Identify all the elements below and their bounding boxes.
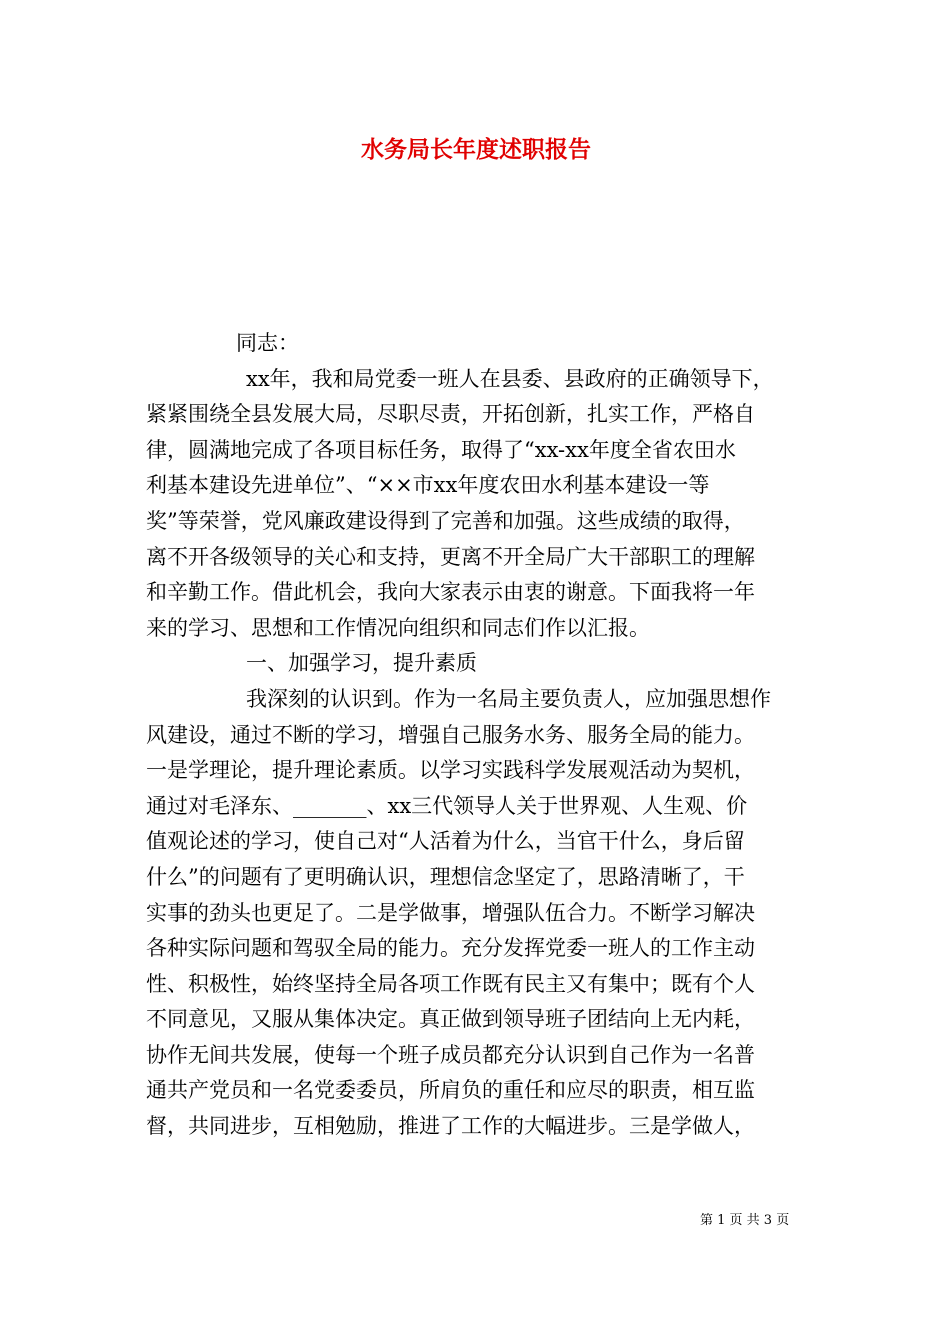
paragraph-line: 和辛勤工作。借此机会，我向大家表示由衷的谢意。下面我将一年 bbox=[146, 580, 755, 605]
paragraph-line: 来的学习、思想和工作情况向组织和同志们作以汇报。 bbox=[146, 615, 650, 640]
page-footer: 第 1 页 共 3 页 bbox=[700, 1213, 790, 1228]
paragraph-line: 督，共同进步，互相勉励，推进了工作的大幅进步。三是学做人， bbox=[146, 1114, 755, 1139]
paragraph-line: 各种实际问题和驾驭全局的能力。充分发挥党委一班人的工作主动 bbox=[146, 936, 755, 961]
paragraph-line: 律，圆满地完成了各项目标任务，取得了“xx-xx年度全省农田水 bbox=[146, 437, 736, 462]
paragraph-line: 利基本建设先进单位”、“××市xx年度农田水利基本建设一等 bbox=[146, 473, 710, 498]
paragraph-line: 风建设，通过不断的学习，增强自己服务水务、服务全局的能力。 bbox=[146, 722, 755, 747]
paragraph-line: 紧紧围绕全县发展大局，尽职尽责，开拓创新，扎实工作，严格自 bbox=[146, 402, 755, 427]
paragraph-line: 实事的劲头也更足了。二是学做事，增强队伍合力。不断学习解决 bbox=[146, 900, 755, 925]
section-heading: 一、加强学习，提升素质 bbox=[246, 651, 477, 676]
paragraph-line: 值观论述的学习，使自己对“人活着为什么，当官干什么，身后留 bbox=[146, 829, 745, 854]
document-body bbox=[146, 326, 810, 1145]
paragraph-line: 奖”等荣誉，党风廉政建设得到了完善和加强。这些成绩的取得， bbox=[146, 508, 745, 533]
paragraph-line: 离不开各级领导的关心和支持，更离不开全局广大干部职工的理解 bbox=[146, 544, 755, 569]
paragraph-line: 通共产党员和一名党委委员，所肩负的重任和应尽的职责，相互监 bbox=[146, 1078, 755, 1103]
paragraph-line: 什么”的问题有了更明确认识，理想信念坚定了，思路清晰了，干 bbox=[146, 864, 745, 889]
paragraph-line: 我深刻的认识到。作为一名局主要负责人，应加强思想作 bbox=[246, 686, 771, 711]
document-title: 水务局长年度述职报告 bbox=[361, 136, 591, 163]
paragraph-line: 一是学理论，提升理论素质。以学习实践科学发展观活动为契机， bbox=[146, 758, 755, 783]
paragraph-line: 性、积极性，始终坚持全局各项工作既有民主又有集中；既有个人 bbox=[146, 971, 755, 996]
paragraph-line: 协作无间共发展，使每一个班子成员都充分认识到自己作为一名普 bbox=[146, 1042, 755, 1067]
paragraph-line: 通过对毛泽东、_______、xx三代领导人关于世界观、人生观、价 bbox=[146, 793, 748, 818]
salutation: 同志： bbox=[236, 331, 299, 355]
paragraph-line: xx年，我和局党委一班人在县委、县政府的正确领导下， bbox=[246, 366, 774, 391]
paragraph-line: 不同意见，又服从集体决定。真正做到领导班子团结向上无内耗， bbox=[146, 1007, 755, 1032]
